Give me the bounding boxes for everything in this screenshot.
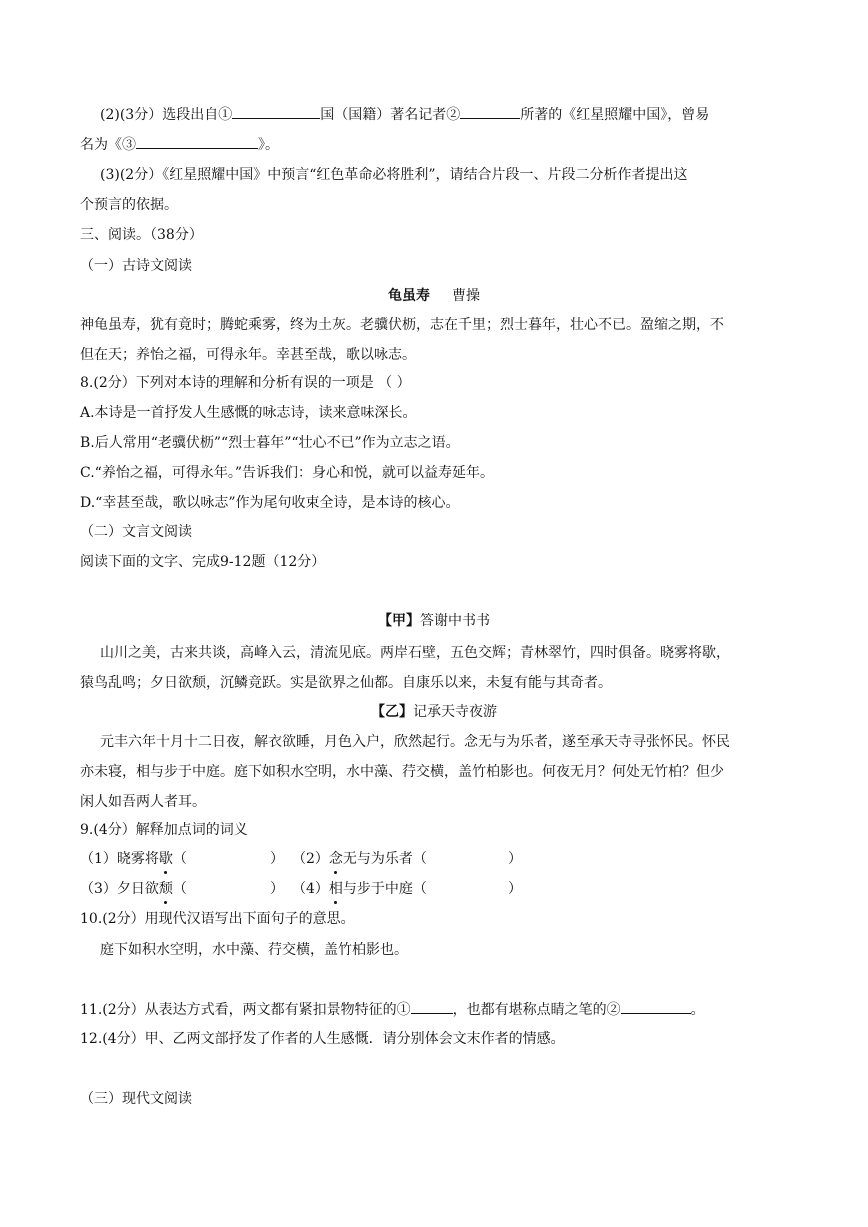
passage-yi-line-3: 闲人如吾两人者耳。 xyxy=(80,794,206,810)
q9-item-4-pre: （4） xyxy=(292,881,329,897)
q7-part3-line2: 个预言的依据。 xyxy=(80,197,178,213)
q7-part2-line2 xyxy=(80,134,279,155)
subsection-1-heading: （一）古诗文阅读 xyxy=(80,258,192,274)
q11-text-b: ，也都有堪称点睛之笔的② xyxy=(452,1002,621,1018)
passage-jia-line-2: 猿鸟乱鸣；夕日欲颓，沉鳞竞跃。实是欲界之仙都。自康乐以来，未复有能与其奇者。 xyxy=(80,675,612,691)
q10-sentence: 庭下如积水空明，水中藻、荇交横，盖竹柏影也。 xyxy=(100,942,408,958)
q7-part2-line2-text-b: 》。 xyxy=(258,137,279,153)
q11-text-c: 。 xyxy=(690,1002,705,1018)
q12-stem: 12.(4分）甲、乙两文部抒发了作者的人生感慨．请分别体会文末作者的情感。 xyxy=(80,1031,565,1047)
q8-option-d[interactable]: D.“幸甚至哉，歌以咏志”作为尾句收束全诗，是本诗的核心。 xyxy=(80,495,460,511)
q9-item-3-pre: （3）夕日欲 xyxy=(80,881,159,897)
q7-part2-text-b: 国（国籍）著名记者② xyxy=(320,107,461,123)
q9-item-2-pre: （2） xyxy=(292,851,329,867)
q8-option-b[interactable]: B.后人常用“老骥伏枥”“烈士暮年”“壮心不已”作为立志之语。 xyxy=(80,435,460,451)
q8-stem: 8.(2分）下列对本诗的理解和分析有误的一项是 （ ） xyxy=(80,375,411,391)
passage-jia-title-text: 答谢中书书 xyxy=(420,613,490,629)
subsection-3-heading: （三）现代文阅读 xyxy=(80,1091,192,1107)
q9-item-4-close: ） xyxy=(508,881,522,897)
q9-stem: 9.(4分）解释加点词的词义 xyxy=(80,822,248,838)
q9-item-1-dotted-word: 歇 xyxy=(158,851,173,867)
q9-item-4-dotted-word: 相 xyxy=(328,881,343,897)
poem-title-line xyxy=(0,286,868,306)
q9-item-2-open: 无与为乐者（ xyxy=(342,851,427,867)
q11-blank-2[interactable] xyxy=(621,999,691,1014)
q7-part3-line1: (3)(2分）《红星照耀中国》中预言“红色革命必将胜利”，请结合片段一、片段二分析作者提出这 xyxy=(100,167,688,183)
q7-part2-text-c: 所著的《红星照耀中国》，曾易 xyxy=(520,107,710,123)
poem-line-1: 神龟虽寿，犹有竟时；腾蛇乘雾，终为土灰。老骥伏枥，志在千里；烈士暮年，壮心不已。盈缩之期，不 xyxy=(80,317,724,333)
answer-blank-1[interactable] xyxy=(232,104,320,119)
q11-text-a: 11.(2分）从表达方式看，两文都有紧扣景物特征的① xyxy=(80,1002,411,1018)
q7-part2-text-a: (2)(3分）选段出自① xyxy=(100,107,233,123)
q9-item-3-dotted-word: 颓 xyxy=(158,881,173,897)
q9-item-3-open: （ xyxy=(172,881,187,897)
passage-jia-line-1: 山川之美，古来共谈，高峰入云，清流见底。两岸石壁，五色交辉；青林翠竹，四时俱备。晓雾将歇， xyxy=(100,645,730,661)
q10-stem: 10.(2分）用现代汉语写出下面句子的意思。 xyxy=(80,911,355,927)
q9-item-2 xyxy=(292,849,427,869)
q9-item-4 xyxy=(292,879,427,899)
passage-jia-title xyxy=(0,611,868,631)
q8-option-a[interactable]: A.本诗是一首抒发人生感慨的咏志诗，读来意味深长。 xyxy=(80,405,417,421)
q7-part2-line1 xyxy=(100,104,709,125)
passage-jia-tag: 【甲】 xyxy=(378,613,420,629)
q7-part2-line2-text-a: 名为《③ xyxy=(80,137,136,153)
q9-item-1-close: ） xyxy=(270,851,284,867)
q9-item-1-pre: （1）晓雾将 xyxy=(80,851,159,867)
passage-yi-line-2: 亦未寝，相与步于中庭。庭下如积水空明，水中藻、荇交横，盖竹柏影也。何夜无月？何处无竹柏？但少 xyxy=(80,764,724,780)
q8-option-c[interactable]: C.“养怡之福，可得永年。”告诉我们：身心和悦，就可以益寿延年。 xyxy=(80,465,494,481)
q9-item-3-close: ） xyxy=(270,881,284,897)
q11-line xyxy=(80,999,705,1020)
passage-yi-title-text: 记承天寺夜游 xyxy=(413,704,497,720)
q9-item-1 xyxy=(80,849,187,869)
poem-author: 曹操 xyxy=(452,288,480,304)
q11-blank-1[interactable] xyxy=(411,999,453,1014)
passage-yi-title xyxy=(0,702,868,722)
reading-intro: 阅读下面的文字、完成9-12题（12分） xyxy=(80,554,326,570)
answer-blank-3[interactable] xyxy=(136,134,258,149)
q9-item-1-open: （ xyxy=(172,851,187,867)
section-heading: 三、阅读。（38分） xyxy=(80,227,203,243)
q9-item-2-close: ） xyxy=(508,851,522,867)
poem-title: 龟虽寿 xyxy=(388,288,430,304)
subsection-2-heading: （二）文言文阅读 xyxy=(80,524,192,540)
q9-item-4-open: 与步于中庭（ xyxy=(342,881,427,897)
passage-yi-tag: 【乙】 xyxy=(371,704,413,720)
answer-blank-2[interactable] xyxy=(460,104,520,119)
passage-yi-line-1: 元丰六年十月十二日夜，解衣欲睡，月色入户，欣然起行。念无与为乐者，遂至承天寺寻张怀民。怀民 xyxy=(100,734,730,750)
q9-item-3 xyxy=(80,879,187,899)
q9-item-2-dotted-word: 念 xyxy=(328,851,343,867)
poem-line-2: 但在天；养怡之福，可得永年。幸甚至哉，歌以咏志。 xyxy=(80,347,416,363)
